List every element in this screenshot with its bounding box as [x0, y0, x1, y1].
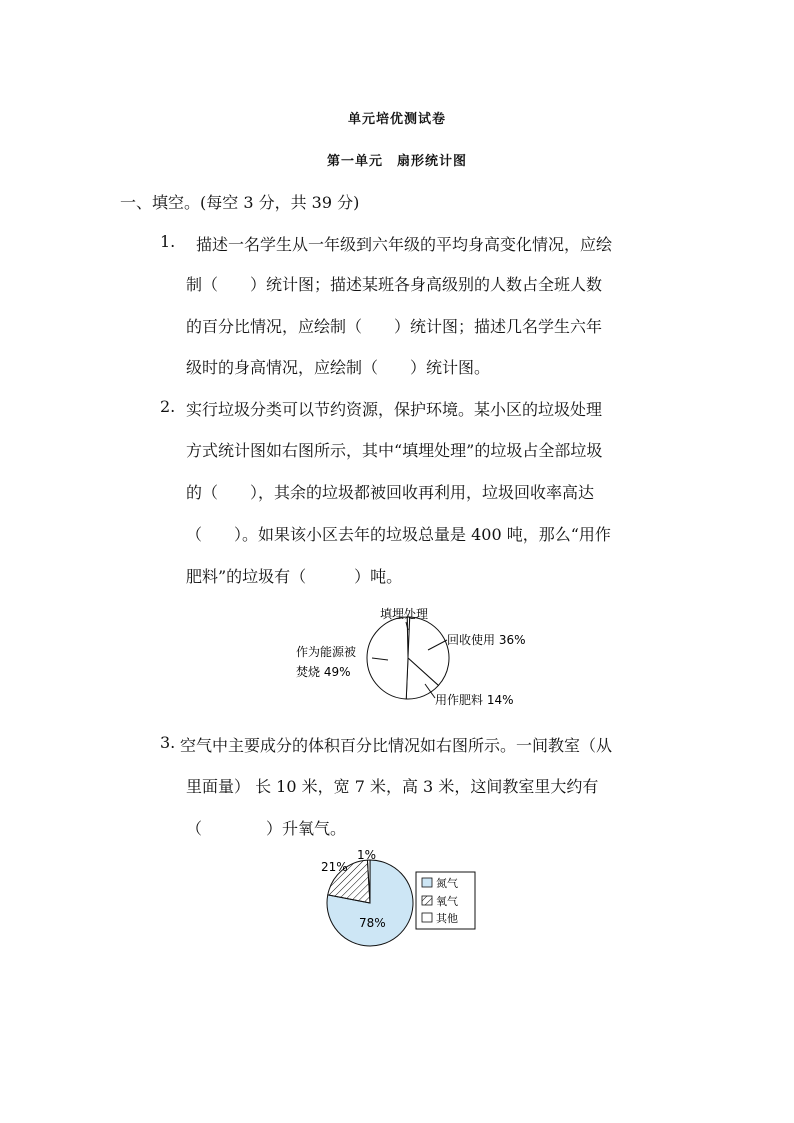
question-2-line-3: 的（ ），其余的垃圾都被回收再利用，垃圾回收率高达 — [186, 483, 595, 502]
pie-label-fertilizer: 用作肥料 14% — [435, 693, 514, 707]
pie-label-recycle: 回收使用 36% — [447, 633, 526, 647]
pie-label-other: 1% — [357, 848, 377, 862]
question-2-line-5: 肥料”的垃圾有（ ）吨。 — [186, 567, 403, 586]
pie-label-oxygen: 21% — [321, 860, 348, 874]
legend-label-other: 其他 — [436, 912, 458, 925]
question-1-line-3: 的百分比情况，应绘制（ ）统计图；描述几名学生六年 — [186, 317, 603, 336]
pie-label-energy-2: 焚烧 49% — [296, 665, 351, 679]
page-title: 单元培优测试卷 — [347, 112, 446, 127]
air-pie-chart — [315, 845, 485, 950]
legend-swatch-other — [422, 913, 432, 922]
section-heading: 一、填空。(每空 3 分，共 39 分) — [120, 193, 360, 212]
question-1-line-2: 制（ ）统计图；描述某班各身高级别的人数占全班人数 — [186, 275, 603, 294]
legend-swatch-nitrogen — [422, 878, 432, 887]
question-2-line-4: （ ）。如果该小区去年的垃圾总量是 400 吨，那么“用作 — [186, 525, 611, 544]
legend-label-oxygen: 氧气 — [436, 895, 458, 908]
question-3-line-1: 空气中主要成分的体积百分比情况如右图所示。一间教室（从 — [180, 736, 613, 755]
question-1-line-4: 级时的身高情况，应绘制（ ）统计图。 — [186, 358, 491, 377]
unit-subtitle: 第一单元 扇形统计图 — [326, 154, 467, 169]
question-3-line-2: 里面量） 长 10 米，宽 7 米，高 3 米，这间教室里大约有 — [186, 777, 599, 796]
pie-label-energy-1: 作为能源被 — [296, 645, 357, 659]
legend-label-nitrogen: 氮气 — [436, 877, 458, 890]
question-number: 1. — [160, 232, 176, 251]
pie-label-landfill: 填埋处理 — [380, 607, 429, 621]
question-number: 3. — [160, 733, 176, 752]
pie-label-nitrogen: 78% — [359, 916, 386, 930]
question-2-line-1: 实行垃圾分类可以节约资源，保护环境。某小区的垃圾处理 — [186, 400, 603, 419]
question-number: 2. — [160, 397, 176, 416]
garbage-pie-chart — [290, 600, 550, 715]
question-3-line-3: （ ）升氧气。 — [186, 819, 347, 838]
question-1-line-1: 描述一名学生从一年级到六年级的平均身高变化情况，应绘 — [196, 235, 613, 254]
question-2-line-2: 方式统计图如右图所示，其中“填埋处理”的垃圾占全部垃圾 — [186, 441, 603, 460]
legend-swatch-oxygen — [422, 896, 432, 905]
